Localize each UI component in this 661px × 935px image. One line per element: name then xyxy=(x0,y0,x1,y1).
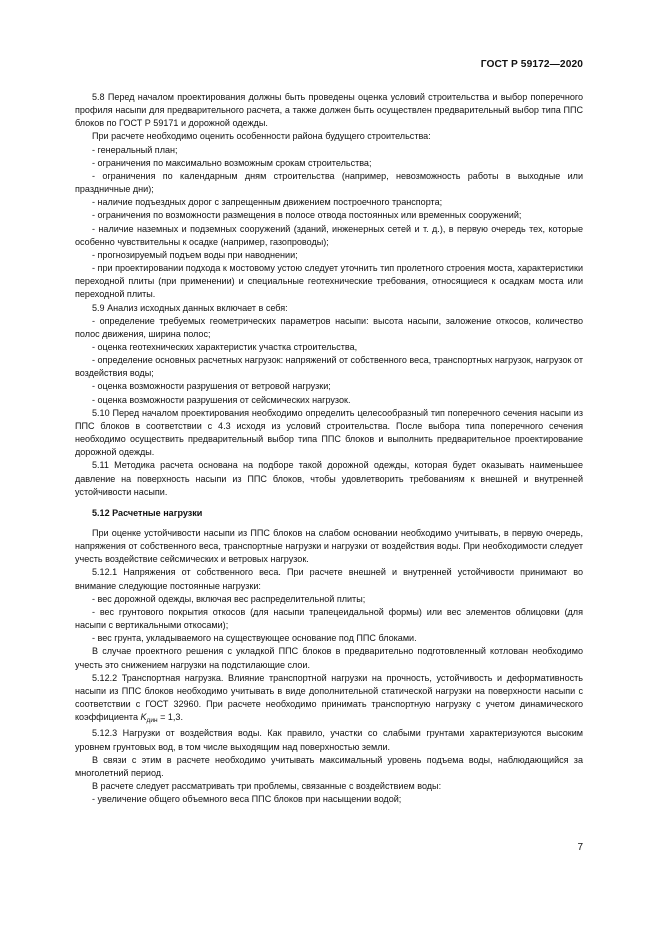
paragraph: При оценке устойчивости насыпи из ППС блоков на слабом основании необходимо учитывать, в первую очередь, напряжения от собственного веса, транспортные нагрузки и нагрузки от воздействия воды. При необходимости следует учесть воздействие сейсмических и ветровых нагрузок. xyxy=(75,528,583,565)
list-item: - при проектировании подхода к мостовому устою следует уточнить тип пролетного строения моста, характеристики переходной плиты (при применении) и специальные геотехнические требования, относящиеся к осадкам моста или переходной плиты. xyxy=(75,263,583,300)
page-number: 7 xyxy=(577,842,583,853)
paragraph-5-12-3: 5.12.3 Нагрузки от воздействия воды. Как правило, участки со слабыми грунтами характеризуются высоким уровнем грунтовых вод, в том числе выходящим над поверхностью земли. xyxy=(75,728,583,752)
paragraph: При расчете необходимо оценить особенности района будущего строительства: xyxy=(92,131,431,142)
paragraph-5-12-1: 5.12.1 Напряжения от собственного веса. При расчете внешней и внутренней устойчивости принимают во внимание следующие постоянные нагрузки: xyxy=(75,567,583,591)
paragraph: В случае проектного решения с укладкой ППС блоков в предварительно подготовленный котлован необходимо учесть это снижением нагрузки на подстилающие слои. xyxy=(75,646,583,670)
paragraph-5-12-2 xyxy=(75,672,583,728)
list-item: - увеличение общего объемного веса ППС блоков при насыщении водой; xyxy=(92,794,402,805)
paragraph-5-11: 5.11 Методика расчета основана на подборе такой дорожной одежды, которая будет оказывать наименьшее давление на поверхность насыпи из ППС блоков, чтобы удовлетворить требованиям к внешней и внутренней устойчивости насыпи. xyxy=(75,460,583,497)
list-item: - вес грунтового покрытия откосов (для насыпи трапецеидальной формы) или вес элементов облицовки (для насыпи с вертикальными откосами); xyxy=(75,606,583,631)
list-item: - оценка геотехнических характеристик участка строительства, xyxy=(92,341,358,352)
list-item: - ограничения по максимально возможным срокам строительства; xyxy=(92,157,372,168)
list-item: - определение требуемых геометрических параметров насыпи: высота насыпи, заложение откосов, количество полос движения, ширина полос; xyxy=(75,315,583,339)
list-item: - прогнозируемый подъем воды при наводнении; xyxy=(92,249,298,260)
list-item: - наличие подъездных дорог с запрещенным движением построечного транспорта; xyxy=(92,197,443,208)
list-item: - определение основных расчетных нагрузок: напряжений от собственного веса, транспортных нагрузок, нагрузок от воздействия воды; xyxy=(75,355,584,379)
list-item: - вес дорожной одежды, включая вес распределительной плиты; xyxy=(92,593,366,604)
paragraph-5-8: 5.8 Перед началом проектирования должны быть проведены оценка условий строительства и выбор поперечного профиля насыпи для предварительного расчета, а также должен быть осуществлен предварительный выбор типа ППС блоков по ГОСТ Р 59171 и дорожной одежды. xyxy=(75,92,583,129)
coefficient-symbol: K xyxy=(140,712,147,723)
page-body xyxy=(75,91,583,806)
list-item: - ограничения по возможности размещения в полосе отвода постоянных или временных сооружений; xyxy=(92,210,522,221)
list-item: - оценка возможности разрушения от сейсмических нагрузок. xyxy=(92,394,351,405)
paragraph-5-9: 5.9 Анализ исходных данных включает в себя: xyxy=(92,302,288,313)
paragraph-text: 5.12.2 Транспортная нагрузка. Влияние транспортной нагрузки на прочность, устойчивость и деформативность насыпи из ППС блоков необходимо учитывать в виде дополнительной статической нагрузки на поверхности насыпи с соответствии с ГОСТ 32960. При расчете необходимо принимать транспортную нагрузку с учетом динамического коэффициента xyxy=(75,672,583,723)
paragraph: В связи с этим в расчете необходимо учитывать максимальный уровень подъема воды, наблюдающийся за многолетний период. xyxy=(75,754,583,778)
list-item: - оценка возможности разрушения от ветровой нагрузки; xyxy=(92,381,331,392)
coefficient-value: = 1,3. xyxy=(157,712,183,723)
document-header: ГОСТ Р 59172—2020 xyxy=(480,59,583,70)
paragraph: В расчете следует рассматривать три проблемы, связанные с воздействием воды: xyxy=(92,780,442,791)
list-item: - генеральный план; xyxy=(92,144,178,155)
coefficient-subscript: дин xyxy=(146,717,158,725)
list-item: - наличие наземных и подземных сооружений (зданий, инженерных сетей и т. д.), в первую очередь тех, которые особенно чувствительны к осадке (например, газопроводы); xyxy=(75,223,583,247)
list-item: - вес грунта, укладываемого на существующее основание под ППС блоками. xyxy=(92,633,417,644)
paragraph-5-10: 5.10 Перед началом проектирования необходимо определить целесообразный тип поперечного сечения насыпи из ППС блоков в соответствии с 4.3 исходя из условий строительства. После выбора типа поперечного сечения необходимо осуществить предварительный выбор типа ППС блоков и выполнить предварительное проектирование дорожной одежды. xyxy=(75,407,583,458)
section-heading-5-12: 5.12 Расчетные нагрузки xyxy=(92,507,203,518)
list-item: - ограничения по календарным дням строительства (например, невозможность работы в выходные или праздничные дни); xyxy=(75,170,583,195)
